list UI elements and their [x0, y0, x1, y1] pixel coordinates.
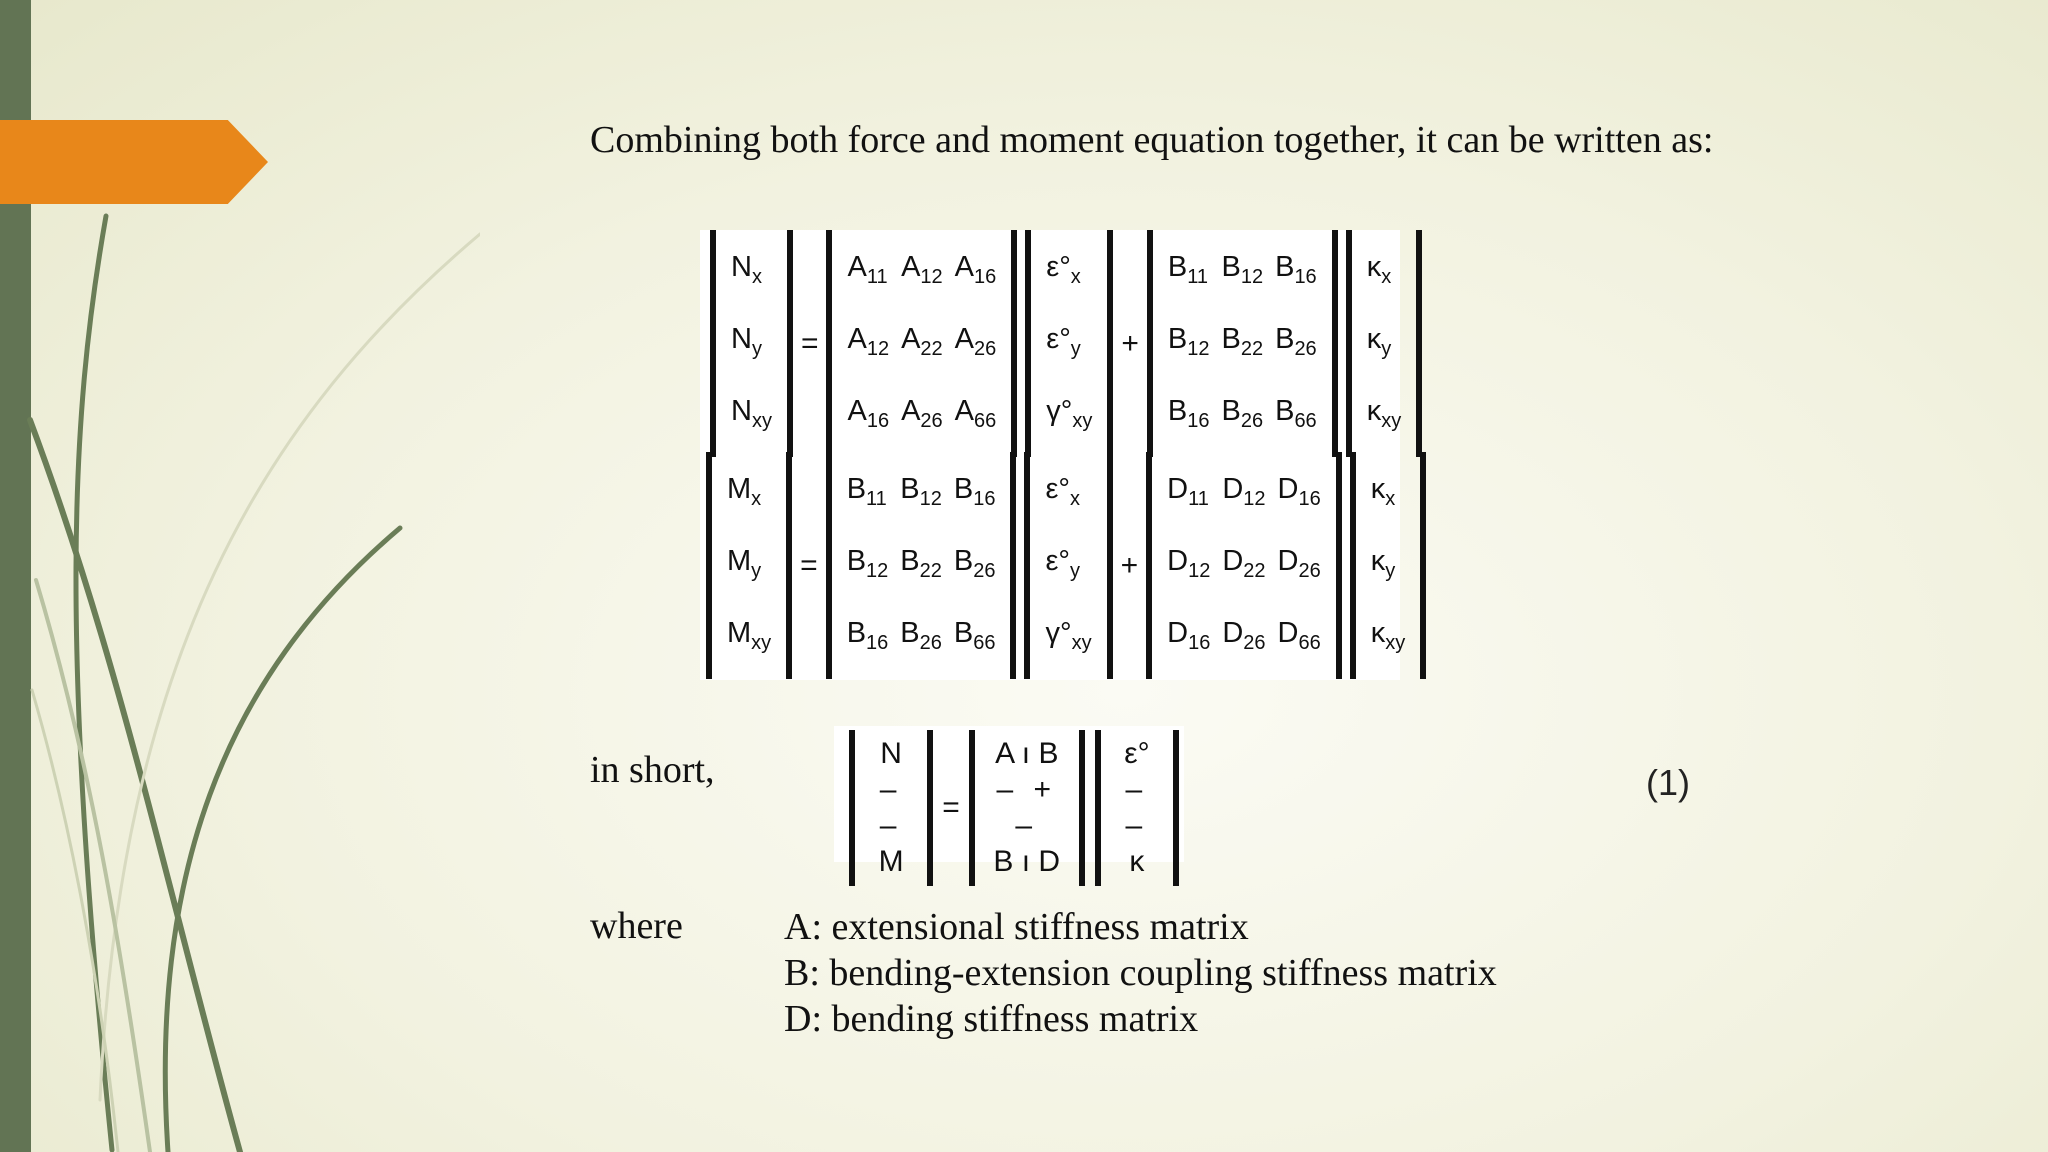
- matrix-cell: $D_{26}$: [1222, 616, 1266, 654]
- leaf-decoration: [0, 0, 480, 1152]
- definition-item: B: bending-extension coupling stiffness matrix: [784, 952, 1497, 994]
- matrix-cell: $B_{66}$: [953, 616, 996, 654]
- short-cell: B ı D: [993, 845, 1061, 878]
- moment-equation-row: [702, 452, 1430, 679]
- matrix-cell: $A_{12}$: [847, 322, 890, 360]
- matrix-cell: $D_{66}$: [1277, 616, 1321, 654]
- matrix-cell: $A_{22}$: [901, 322, 943, 360]
- matrix-cell: $D_{12}$: [1222, 473, 1266, 510]
- stiffness-block-matrix: [969, 730, 1085, 886]
- matrix-cell: $B_{12}$: [1221, 251, 1264, 288]
- definition-item: A: extensional stiffness matrix: [784, 906, 1249, 948]
- divider-dashes: – –: [879, 773, 903, 842]
- short-cell: N: [880, 737, 902, 770]
- curvature-vector: [1350, 452, 1427, 679]
- matrix-cell: $B_{12}$: [1167, 322, 1210, 360]
- lhs-cell: $M_x$: [727, 473, 762, 510]
- lhs-cell: $M_y$: [727, 544, 762, 582]
- strain-cell: $\gamma^\circ_{xy}$: [1045, 616, 1092, 654]
- matrix-cell: $B_{16}$: [846, 616, 889, 654]
- curvature-cell: $\kappa_y$: [1370, 544, 1396, 582]
- matrix-cell: $B_{16}$: [1275, 251, 1317, 288]
- matrix-cell: $B_{66}$: [1275, 394, 1317, 432]
- strain-vector: [1025, 230, 1113, 457]
- matrix-cell: $D_{12}$: [1167, 544, 1211, 582]
- matrix-cell: $D_{16}$: [1277, 473, 1321, 510]
- short-cell: A ı B: [995, 737, 1059, 770]
- curvature-cell: $\kappa_x$: [1370, 473, 1396, 510]
- matrix-cell: $B_{11}$: [1167, 251, 1209, 288]
- strain-cell: $\varepsilon^\circ_y$: [1045, 544, 1081, 582]
- matrix-cell: $D_{26}$: [1277, 544, 1321, 582]
- plus-sign: +: [1120, 548, 1139, 582]
- matrix-cell: $B_{26}$: [900, 616, 942, 654]
- matrix-cell: $B_{22}$: [1221, 322, 1264, 360]
- short-equation-image: [834, 726, 1184, 878]
- laminate-equation-image: [700, 230, 1406, 680]
- force-equation-row: [706, 230, 1426, 457]
- matrix-cell: $B_{12}$: [846, 544, 889, 582]
- divider-dashes: – –: [1125, 773, 1149, 842]
- matrix-cell: $B_{26}$: [1221, 394, 1264, 432]
- curvature-cell: $\kappa_{xy}$: [1370, 616, 1406, 654]
- lhs-cell: $M_{xy}$: [727, 616, 772, 654]
- where-label: where: [590, 905, 683, 947]
- equals-sign: =: [800, 326, 819, 360]
- curvature-cell: $\kappa_x$: [1366, 251, 1392, 288]
- divider-cross: – + –: [996, 773, 1058, 842]
- matrix-cell: $D_{22}$: [1222, 544, 1266, 582]
- matrix-cell: $A_{16}$: [954, 251, 997, 288]
- short-cell: κ: [1129, 845, 1145, 878]
- matrix-cell: $A_{26}$: [954, 322, 997, 360]
- matrix-cell: $D_{11}$: [1167, 473, 1209, 510]
- force-resultant-vector: [710, 230, 793, 457]
- matrix-cell: $D_{16}$: [1167, 616, 1211, 654]
- intro-text: Combining both force and moment equation together, it can be written as:: [590, 119, 1714, 161]
- matrix-cell: $B_{16}$: [953, 473, 996, 510]
- strain-vector: [1024, 452, 1112, 679]
- short-cell: M: [878, 845, 904, 878]
- matrix-cell: $A_{16}$: [847, 394, 890, 432]
- matrix-cell: $B_{22}$: [900, 544, 942, 582]
- a-matrix: [826, 230, 1017, 457]
- matrix-cell: $B_{26}$: [1275, 322, 1317, 360]
- lhs-cell: $N_x$: [731, 251, 762, 288]
- resultant-block-vector: [849, 730, 933, 886]
- short-equation: [844, 730, 1184, 886]
- matrix-cell: $B_{11}$: [846, 473, 887, 510]
- matrix-cell: $B_{12}$: [900, 473, 942, 510]
- equation-number: (1): [1646, 762, 1690, 803]
- matrix-cell: $A_{26}$: [901, 394, 943, 432]
- b-matrix: [826, 452, 1017, 679]
- moment-resultant-vector: [706, 452, 792, 679]
- lhs-cell: $N_{xy}$: [731, 394, 772, 432]
- strain-cell: $\varepsilon^\circ_y$: [1046, 322, 1081, 360]
- strain-cell: $\gamma^\circ_{xy}$: [1046, 394, 1093, 432]
- strain-cell: $\varepsilon^\circ_x$: [1045, 473, 1081, 510]
- definition-item: D: bending stiffness matrix: [784, 998, 1199, 1040]
- strain-cell: $\varepsilon^\circ_x$: [1046, 251, 1081, 288]
- equals-sign: =: [942, 791, 960, 824]
- lhs-cell: $N_y$: [731, 322, 762, 360]
- matrix-cell: $A_{12}$: [901, 251, 943, 288]
- curvature-cell: $\kappa_y$: [1366, 322, 1392, 360]
- b-matrix: [1147, 230, 1338, 457]
- matrix-cell: $A_{11}$: [847, 251, 888, 288]
- deformation-block-vector: [1095, 730, 1179, 886]
- matrix-cell: $B_{16}$: [1167, 394, 1210, 432]
- short-cell: ε°: [1124, 737, 1150, 770]
- d-matrix: [1146, 452, 1342, 679]
- curvature-vector: [1346, 230, 1423, 457]
- plus-sign: +: [1121, 326, 1139, 360]
- matrix-cell: $A_{66}$: [954, 394, 997, 432]
- equals-sign: =: [800, 548, 818, 582]
- matrix-cell: $B_{26}$: [953, 544, 996, 582]
- definitions-list: [784, 904, 1497, 1042]
- curvature-cell: $\kappa_{xy}$: [1366, 394, 1402, 432]
- in-short-label: in short,: [590, 749, 715, 791]
